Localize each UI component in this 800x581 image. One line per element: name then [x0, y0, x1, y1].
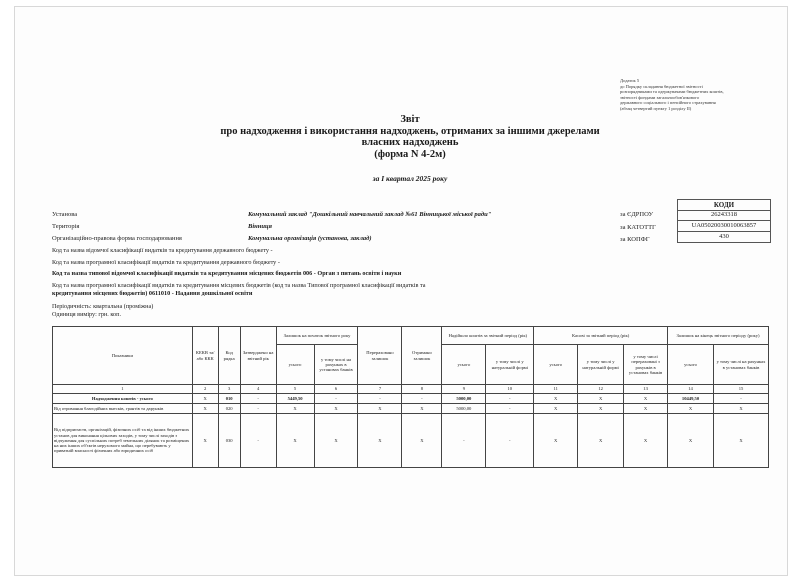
col-number: 9: [442, 385, 486, 394]
cell: -: [240, 404, 276, 414]
th-indicators: Показники: [53, 327, 193, 385]
cell: X: [534, 394, 578, 404]
col-number: 14: [668, 385, 714, 394]
katottg-value: UA05020030010063857: [677, 221, 771, 232]
th-returned: Отримано залишок: [402, 327, 442, 385]
title-line-2: про надходження і використання надходжень, отриманих за іншими джерелами: [220, 125, 600, 137]
cell: -: [486, 414, 534, 468]
cell: X: [358, 414, 402, 468]
th-spent-incl: у тому числі у натуральній формі: [578, 345, 624, 385]
territory-value: Вінниця: [248, 223, 272, 230]
unit-of-measure: Одиниця виміру: грн. коп.: [52, 311, 122, 318]
cell: X: [192, 414, 218, 468]
col-number: 6: [314, 385, 358, 394]
dept-classification-line: Код та назва відомчої класифікації видатків та кредитування державного бюджету -: [52, 247, 273, 254]
th-balance-end: Залишок на кінець звітного періоду (року): [668, 327, 769, 345]
row-name: Надходження коштів - усього: [53, 394, 193, 404]
col-number: 7: [358, 385, 402, 394]
title-line-3: власних надходжень: [361, 137, 459, 148]
col-number: 8: [402, 385, 442, 394]
cell: X: [192, 394, 218, 404]
col-number: 11: [534, 385, 578, 394]
katottg-label: за КАТОТТГ: [620, 224, 656, 231]
cell: X: [276, 414, 314, 468]
cell: X: [578, 414, 624, 468]
cell: -: [240, 394, 276, 404]
col-number: 2: [192, 385, 218, 394]
cell: X: [358, 404, 402, 414]
th-code: Код рядка: [218, 327, 240, 385]
periodicity: Періодичність: квартальна (проміжна): [52, 303, 154, 310]
th-received-total: усього: [442, 345, 486, 385]
th-end-incl: у тому числі на рахунках в установах банків: [713, 345, 768, 385]
table-row: [53, 394, 769, 404]
cell: 020: [218, 404, 240, 414]
cell: X: [314, 414, 358, 468]
cell: X: [534, 414, 578, 468]
table-row: [53, 414, 769, 468]
col-number: 12: [578, 385, 624, 394]
cell: X: [713, 404, 768, 414]
org-form-label: Організаційно-правова форма господарювання: [52, 235, 182, 242]
th-spent-paid: у тому числі перераховані з рахунків в установах банків: [624, 345, 668, 385]
cell: X: [624, 404, 668, 414]
cell: -: [358, 394, 402, 404]
cell: X: [276, 404, 314, 414]
col-number: 15: [713, 385, 768, 394]
cell: X: [624, 414, 668, 468]
cell: X: [668, 414, 714, 468]
cell: X: [668, 404, 714, 414]
report-table: [52, 326, 769, 468]
territory-label: Територія: [52, 223, 80, 230]
institution-label: Установа: [52, 211, 78, 218]
col-number: 13: [624, 385, 668, 394]
cell: X: [402, 414, 442, 468]
cell: -: [442, 414, 486, 468]
cell: X: [192, 404, 218, 414]
cell: X: [578, 404, 624, 414]
cell: X: [713, 414, 768, 468]
cell: 10449,50: [668, 394, 714, 404]
cell: -: [713, 394, 768, 404]
cell: -: [240, 414, 276, 468]
cell: X: [578, 394, 624, 404]
cell: -: [486, 404, 534, 414]
th-approved: Затверджено на звітний рік: [240, 327, 276, 385]
col-number: 5: [276, 385, 314, 394]
cell: -: [486, 394, 534, 404]
org-form-row: [52, 235, 372, 242]
cell: X: [314, 404, 358, 414]
kopfg-label: за КОПФГ: [620, 236, 650, 243]
column-numbers-row: [53, 385, 769, 394]
codes-header: КОДИ: [677, 199, 771, 211]
institution-row: [52, 211, 492, 218]
th-start-total: усього: [276, 345, 314, 385]
th-start-incl: у тому числі на рахунках в установах банків: [314, 345, 358, 385]
report-period: за I квартал 2025 року: [372, 174, 448, 183]
org-form-value: Комунальна організація (установа, заклад): [248, 235, 372, 242]
report-title: [160, 114, 660, 160]
table-row: [53, 404, 769, 414]
th-balance-start: Залишок на початок звітного року: [276, 327, 358, 345]
local-classification-line-2: кредитування місцевих бюджетів) 0611010 - Надання дошкільної освіти: [52, 290, 253, 297]
title-line-1: Звіт: [400, 114, 420, 125]
cell: 5000,00: [442, 404, 486, 414]
local-classification-line-1: Код та назва програмної класифікації видатків та кредитування місцевих бюджетів (код та назва Типової програмної класифікації видатків та: [52, 282, 426, 289]
cell: X: [534, 404, 578, 414]
th-end-total: усього: [668, 345, 714, 385]
cell: 030: [218, 414, 240, 468]
cell: -: [402, 394, 442, 404]
cell: -: [314, 394, 358, 404]
row-name: Від підприємств, організацій, фізичних осіб та від інших бюджетних установ для виконання цільових заходів, у тому числі заходів з відчуження для суспільних потреб земельних ділянок та розміщених на них інших об'єктів нерухомого майна, що перебувають у приватній власності фізичних або юридичних осіб: [53, 414, 193, 468]
col-number: 4: [240, 385, 276, 394]
th-received: Надійшло коштів за звітний період (рік): [442, 327, 534, 345]
kopfg-value: 430: [677, 232, 771, 243]
col-number: 1: [53, 385, 193, 394]
title-line-4: (форма N 4-2м): [374, 148, 446, 160]
typical-classification-line: Код та назва типової відомчої класифікації видатків та кредитування місцевих бюджетів 006 - Орган з питань освіти і науки: [52, 270, 402, 277]
th-spent-total: усього: [534, 345, 578, 385]
th-transferred: Перераховано залишок: [358, 327, 402, 385]
th-spent: Касові за звітний період (рік): [534, 327, 668, 345]
cell: X: [402, 404, 442, 414]
cell: X: [624, 394, 668, 404]
col-number: 10: [486, 385, 534, 394]
th-received-incl: у тому числі у натуральній формі: [486, 345, 534, 385]
th-kekv: КЕКВ та/або ККК: [192, 327, 218, 385]
appendix-note: Додаток 5 до Порядку складання бюджетної звітності розпорядниками та одержувачами бюджетних коштів, звітності фондами загальнообов'язкового державного соціального і пенсійного страхування (абзац четвертий пункту 1 розділу II): [620, 78, 724, 111]
territory-row: [52, 223, 272, 230]
row-name: Від отримання благодійних внесків, грантів та дарунків: [53, 404, 193, 414]
col-number: 3: [218, 385, 240, 394]
edrpou-value: 26243318: [677, 210, 771, 221]
institution-value: Комунальний заклад "Дошкільний навчальний заклад №61 Вінницької міської ради": [248, 211, 492, 218]
cell: 5449,50: [276, 394, 314, 404]
cell: 010: [218, 394, 240, 404]
edrpou-label: за ЄДРПОУ: [620, 211, 654, 218]
cell: 5000,00: [442, 394, 486, 404]
prog-classification-line: Код та назва програмної класифікації видатків та кредитування державного бюджету -: [52, 259, 280, 266]
